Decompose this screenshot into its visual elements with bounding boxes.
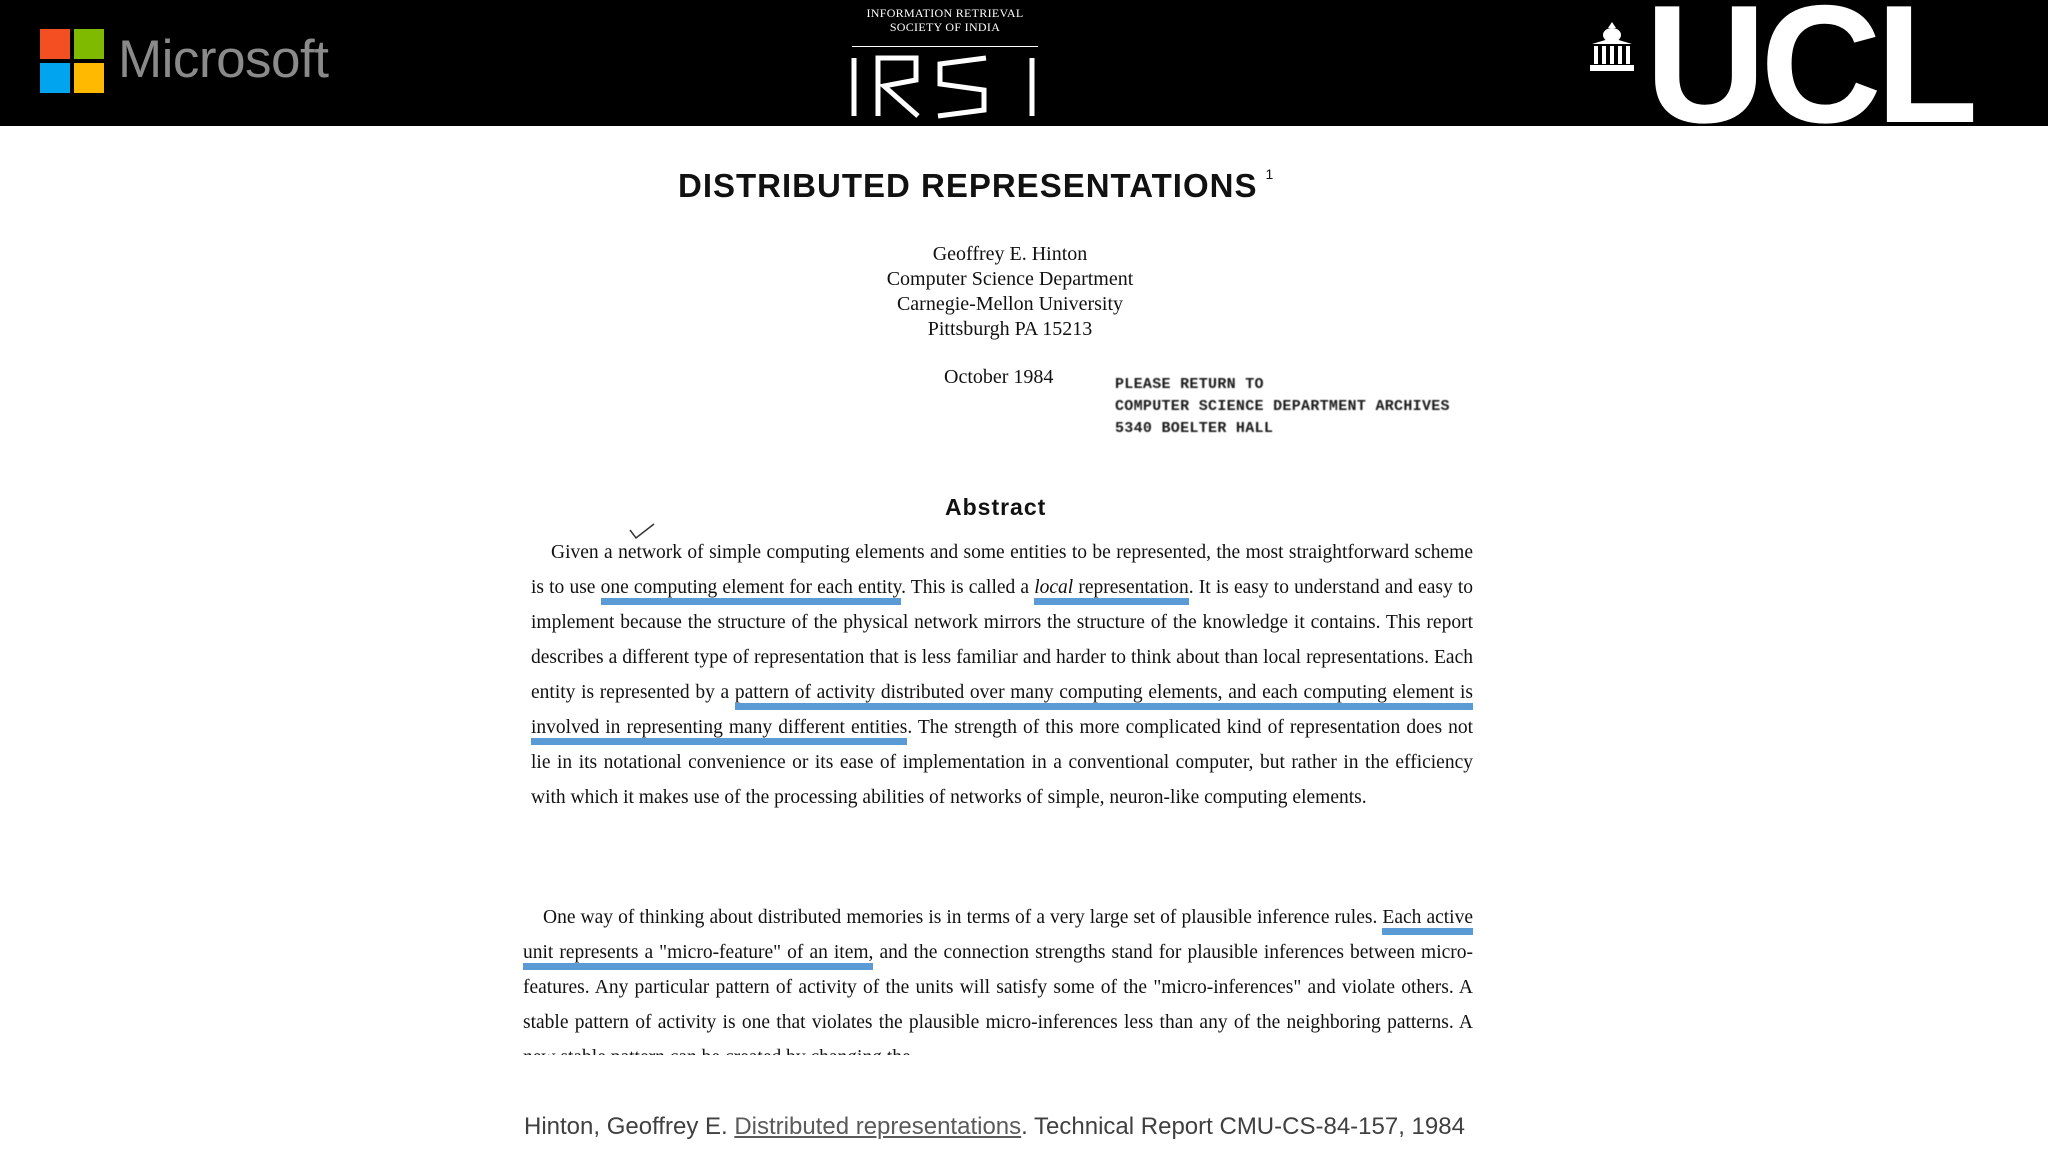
title-footnote: 1	[1265, 166, 1275, 182]
highlight-micro-feature: Each active unit represents a "micro-feature" of an item,	[523, 907, 1473, 970]
paper-scan	[510, 150, 1540, 1070]
author-block	[820, 242, 1200, 342]
paper-date: October 1984	[944, 366, 1054, 388]
irsi-caption: INFORMATION RETRIEVAL SOCIETY OF INDIA	[866, 6, 1024, 34]
microsoft-logo-text: Microsoft	[118, 30, 329, 89]
ucl-logo-text: UCL	[1645, 0, 1973, 158]
author-department: Computer Science Department	[886, 268, 1134, 290]
paper-title: DISTRIBUTED REPRESENTATIONS $^1$	[678, 166, 1275, 204]
ucl-logo	[1590, 0, 2020, 158]
microsoft-logo-icon	[40, 29, 104, 93]
abstract-paragraph: Given a network of simple computing elements and some entities to be represented, the most straightforward scheme is to use one computing element for each entity. This is called a local representation. It is easy to understand and easy to implement because the structure of the physical network mirrors the structure of the knowledge it contains. This report describes a different type of representation that is less familiar and harder to think about than local representations. Each entity is represented by a pattern of activity distributed over many computing elements, and each computing element is involved in representing many different entities. The strength of this more complicated kind of representation does not lie in its notational convenience or its ease of implementation in a conventional computer, but rather in the efficiency with which it makes use of the processing abilities of networks of simple, neuron-like computing elements.	[531, 542, 1474, 808]
author-name: Geoffrey E. Hinton	[932, 243, 1088, 265]
header-bar	[0, 0, 2048, 158]
highlight-one-element: one computing element for each entity	[601, 577, 902, 605]
citation: Hinton, Geoffrey E. Distributed representations. Technical Report CMU-CS-84-157, 1984	[524, 1113, 1465, 1140]
highlight-pattern-of-activity: pattern of activity distributed over many computing elements, and each computing element is involved in representing many different entities	[531, 682, 1473, 745]
irsi-logo	[848, 6, 1042, 120]
archive-stamp: PLEASE RETURN TO COMPUTER SCIENCE DEPARTMENT ARCHIVES 5340 BOELTER HALL	[1115, 376, 1450, 437]
ucl-portico-icon	[1590, 22, 1634, 72]
highlight-local-representation: local representation	[1034, 577, 1189, 605]
scan-crop-edge	[510, 1055, 1540, 1070]
irsi-emblem-icon	[848, 46, 1042, 120]
abstract-heading: Abstract	[945, 494, 1047, 520]
citation-link[interactable]: Distributed representations	[734, 1113, 1022, 1140]
author-address: Pittsburgh PA 15213	[927, 318, 1093, 340]
body-paragraph: One way of thinking about distributed memories is in terms of a very large set of plausible inference rules. Each active unit represents a "micro-feature" of an item, and the connection strengths stand for plausible inferences between micro-features. Any particular pattern of activity of the units will satisfy some of the "micro-inferences" and violate others. A stable pattern of activity is one that violates the plausible micro-inferences less than any of the neighboring patterns. A	[523, 907, 1474, 1033]
author-university: Carnegie-Mellon University	[896, 293, 1124, 315]
